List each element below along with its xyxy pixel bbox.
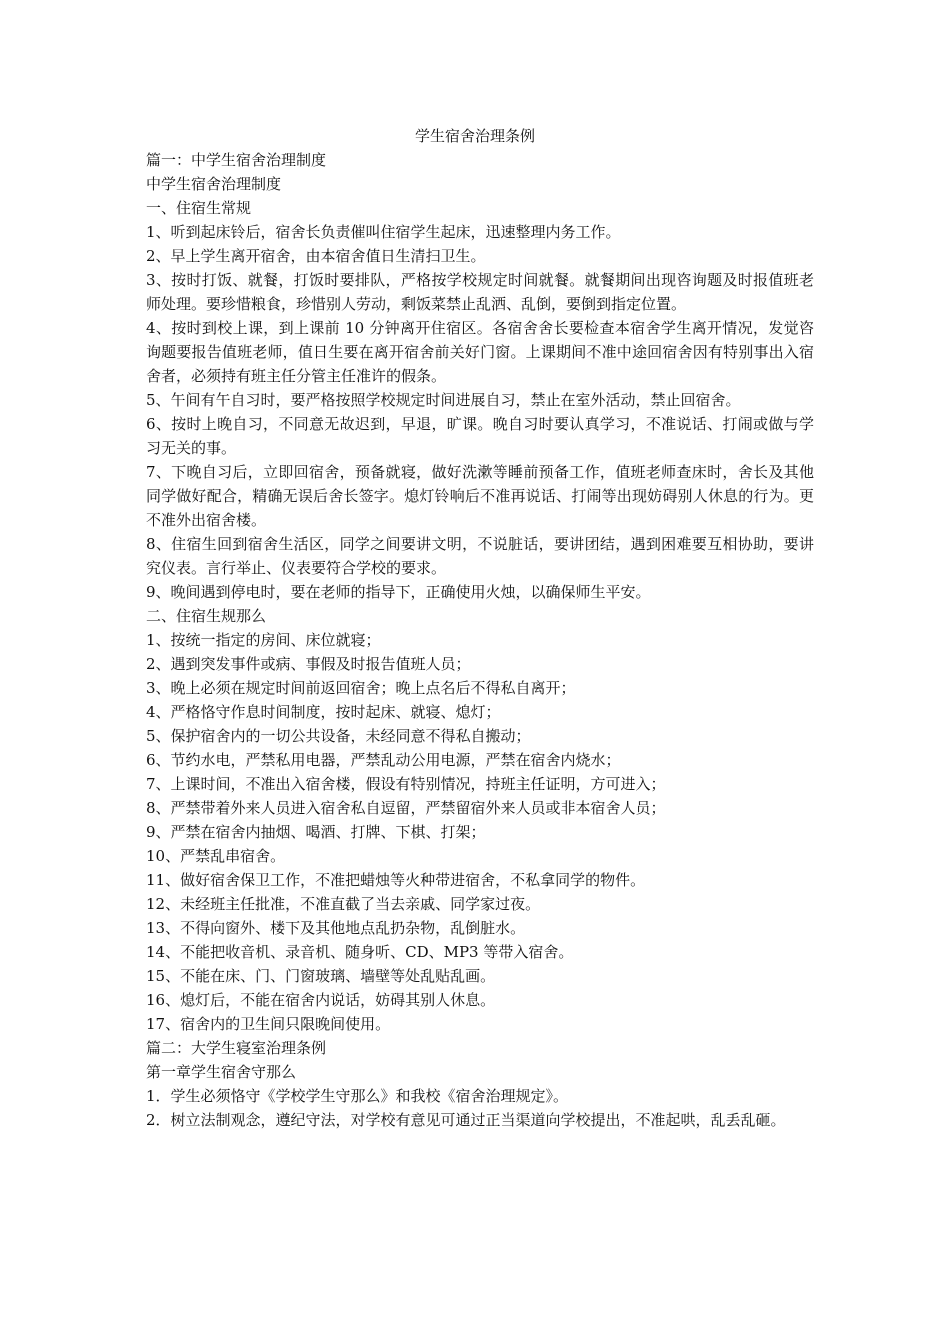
document-paragraph: 二、住宿生规那么 [146, 607, 267, 625]
document-paragraph: 中学生宿舍治理制度 [146, 175, 282, 193]
document-paragraph: 4、按时到校上课，到上课前 10 分钟离开住宿区。各宿舍舍长要检查本宿舍学生离开情况，发觉咨询题要报告值班老师，值日生要在离开宿舍前关好门窗。上课期间不准中途回宿舍因有特别事出入宿舍者，必须持有班主任分管主任准许的假条。 [146, 319, 814, 385]
document-paragraph: 3、按时打饭、就餐，打饭时要排队，严格按学校规定时间就餐。就餐期间出现咨询题及时报值班老师处理。要珍惜粮食，珍惜别人劳动，剩饭菜禁止乱洒、乱倒，要倒到指定位置。 [146, 271, 814, 313]
document-paragraph: 2、早上学生离开宿舍，由本宿舍值日生清扫卫生。 [146, 247, 486, 265]
document-paragraph: 9、严禁在宿舍内抽烟、喝酒、打牌、下棋、打架； [146, 823, 486, 841]
document-paragraph: 6、节约水电，严禁私用电器，严禁乱动公用电源，严禁在宿舍内烧水； [146, 751, 621, 769]
document-paragraph: 2．树立法制观念，遵纪守法，对学校有意见可通过正当渠道向学校提出，不准起哄，乱丢乱砸。 [146, 1111, 786, 1129]
document-paragraph: 1．学生必须恪守《学校学生守那么》和我校《宿舍治理规定》。 [146, 1087, 569, 1105]
document-paragraph: 15、不能在床、门、门窗玻璃、墙壁等处乱贴乱画。 [146, 967, 496, 985]
document-paragraph: 8、严禁带着外来人员进入宿舍私自逗留，严禁留宿外来人员或非本宿舍人员； [146, 799, 666, 817]
document-paragraph: 一、住宿生常规 [146, 199, 252, 217]
document-paragraph: 篇二：大学生寝室治理条例 [146, 1039, 327, 1057]
document-paragraph: 3、晚上必须在规定时间前返回宿舍；晚上点名后不得私自离开； [146, 679, 576, 697]
document-paragraph: 14、不能把收音机、录音机、随身听、CD、MP3 等带入宿舍。 [146, 943, 574, 961]
document-paragraph: 1、听到起床铃后，宿舍长负责催叫住宿学生起床，迅速整理内务工作。 [146, 223, 621, 241]
document-paragraph: 8、住宿生回到宿舍生活区，同学之间要讲文明，不说脏话，要讲团结，遇到困难要互相协助，要讲究仪表。言行举止、仪表要符合学校的要求。 [146, 535, 814, 577]
document-paragraph: 1、按统一指定的房间、床位就寝； [146, 631, 381, 649]
document-paragraph: 16、熄灯后，不能在宿舍内说话，妨碍其别人休息。 [146, 991, 496, 1009]
document-paragraph: 7、下晚自习后，立即回宿舍，预备就寝，做好洗漱等睡前预备工作，值班老师查床时，舍长及其他同学做好配合，精确无误后舍长签字。熄灯铃响后不准再说话、打闹等出现妨碍别人休息的行为。更不准外出宿舍楼。 [146, 463, 814, 529]
document-paragraph: 5、午间有午自习时，要严格按照学校规定时间进展自习，禁止在室外活动，禁止回宿舍。 [146, 391, 741, 409]
document-body [146, 148, 814, 1132]
document-paragraph: 2、遇到突发事件或病、事假及时报告值班人员； [146, 655, 471, 673]
document-paragraph: 5、保护宿舍内的一切公共设备，未经同意不得私自搬动； [146, 727, 531, 745]
document-paragraph: 7、上课时间，不准出入宿舍楼，假设有特别情况，持班主任证明，方可进入； [146, 775, 666, 793]
document-paragraph: 12、未经班主任批准，不准直截了当去亲戚、同学家过夜。 [146, 895, 541, 913]
document-paragraph: 17、宿舍内的卫生间只限晚间使用。 [146, 1015, 391, 1033]
document-title: 学生宿舍治理条例 [414, 127, 535, 145]
document-paragraph: 9、晚间遇到停电时，要在老师的指导下，正确使用火烛，以确保师生平安。 [146, 583, 651, 601]
document-paragraph: 13、不得向窗外、楼下及其他地点乱扔杂物，乱倒脏水。 [146, 919, 526, 937]
document-paragraph: 第一章学生宿舍守那么 [146, 1063, 297, 1081]
document-paragraph: 4、严格恪守作息时间制度，按时起床、就寝、熄灯； [146, 703, 501, 721]
document-paragraph: 6、按时上晚自习，不同意无故迟到，早退，旷课。晚自习时要认真学习，不准说话、打闹或做与学习无关的事。 [146, 415, 814, 457]
document-paragraph: 10、严禁乱串宿舍。 [146, 847, 286, 865]
document-paragraph: 篇一：中学生宿舍治理制度 [146, 151, 327, 169]
document-paragraph: 11、做好宿舍保卫工作，不准把蜡烛等火种带进宿舍，不私拿同学的物件。 [146, 871, 646, 889]
